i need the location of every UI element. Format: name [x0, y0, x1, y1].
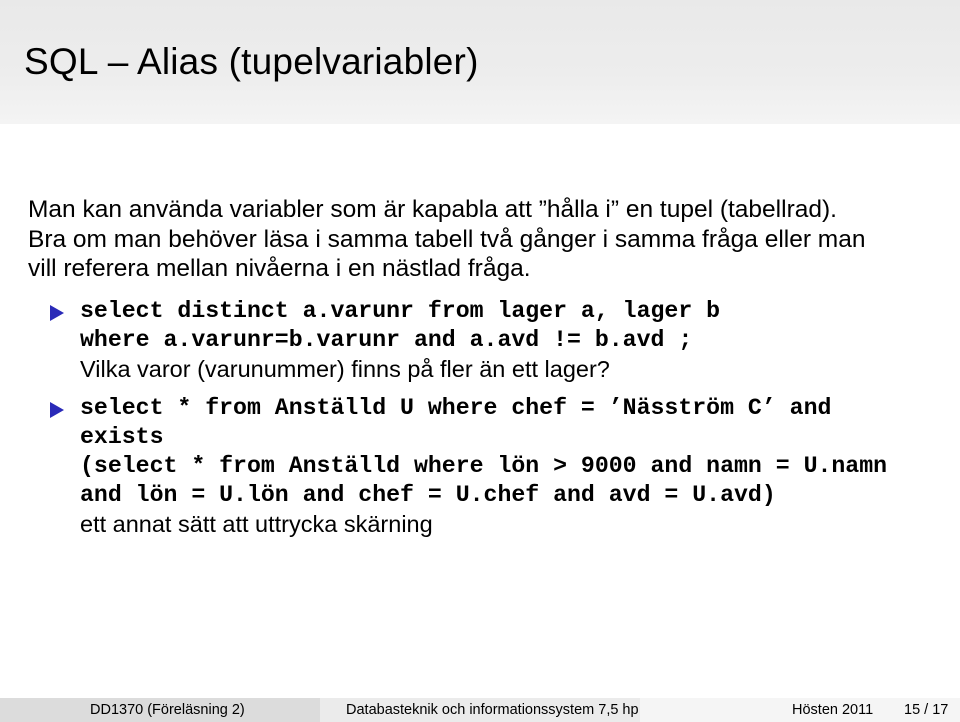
- triangle-right-icon: [50, 305, 64, 321]
- footer-course-title: Databasteknik och informationssystem 7,5 hp: [346, 702, 639, 718]
- footer-center: [320, 698, 640, 722]
- intro-line: Bra om man behöver läsa i samma tabell två gånger i samma fråga eller man: [28, 225, 866, 253]
- intro-line: Man kan använda variabler som är kapabla att ”hålla i” en tupel (tabellrad).: [28, 196, 837, 223]
- item-description: Vilka varor (varunummer) finns på fler än ett lager?: [80, 356, 610, 382]
- sql-code-line: (select * from Anställd where lön > 9000 and namn = U.namn: [80, 453, 888, 479]
- footer-term: Hösten 2011: [792, 702, 874, 718]
- intro-paragraph: [28, 195, 948, 284]
- footer-course: DD1370 (Föreläsning 2): [90, 702, 245, 718]
- intro-line: vill referera mellan nivåerna i en nästlad fråga.: [28, 255, 531, 282]
- slide-title: SQL – Alias (tupelvariabler): [24, 41, 479, 82]
- item-description: ett annat sätt att uttrycka skärning: [80, 511, 433, 537]
- footer-left: [0, 698, 320, 722]
- triangle-right-icon: [50, 402, 64, 418]
- bullet-item-content: [80, 297, 720, 384]
- sql-code-line: select distinct a.varunr from lager a, lager b: [80, 298, 721, 324]
- bullet-item-content: [80, 394, 887, 539]
- sql-code-line: where a.varunr=b.varunr and a.avd != b.avd ;: [80, 327, 693, 353]
- sql-code-line: select * from Anställd U where chef = ’Näsström C’ and: [80, 395, 832, 421]
- footer: [0, 698, 960, 722]
- sql-code-line: and lön = U.lön and chef = U.chef and avd = U.avd): [80, 482, 776, 508]
- sql-code-line: exists: [80, 424, 164, 450]
- title-bar: [0, 0, 960, 124]
- page-number: 15 / 17: [904, 702, 949, 718]
- footer-right: [640, 698, 960, 722]
